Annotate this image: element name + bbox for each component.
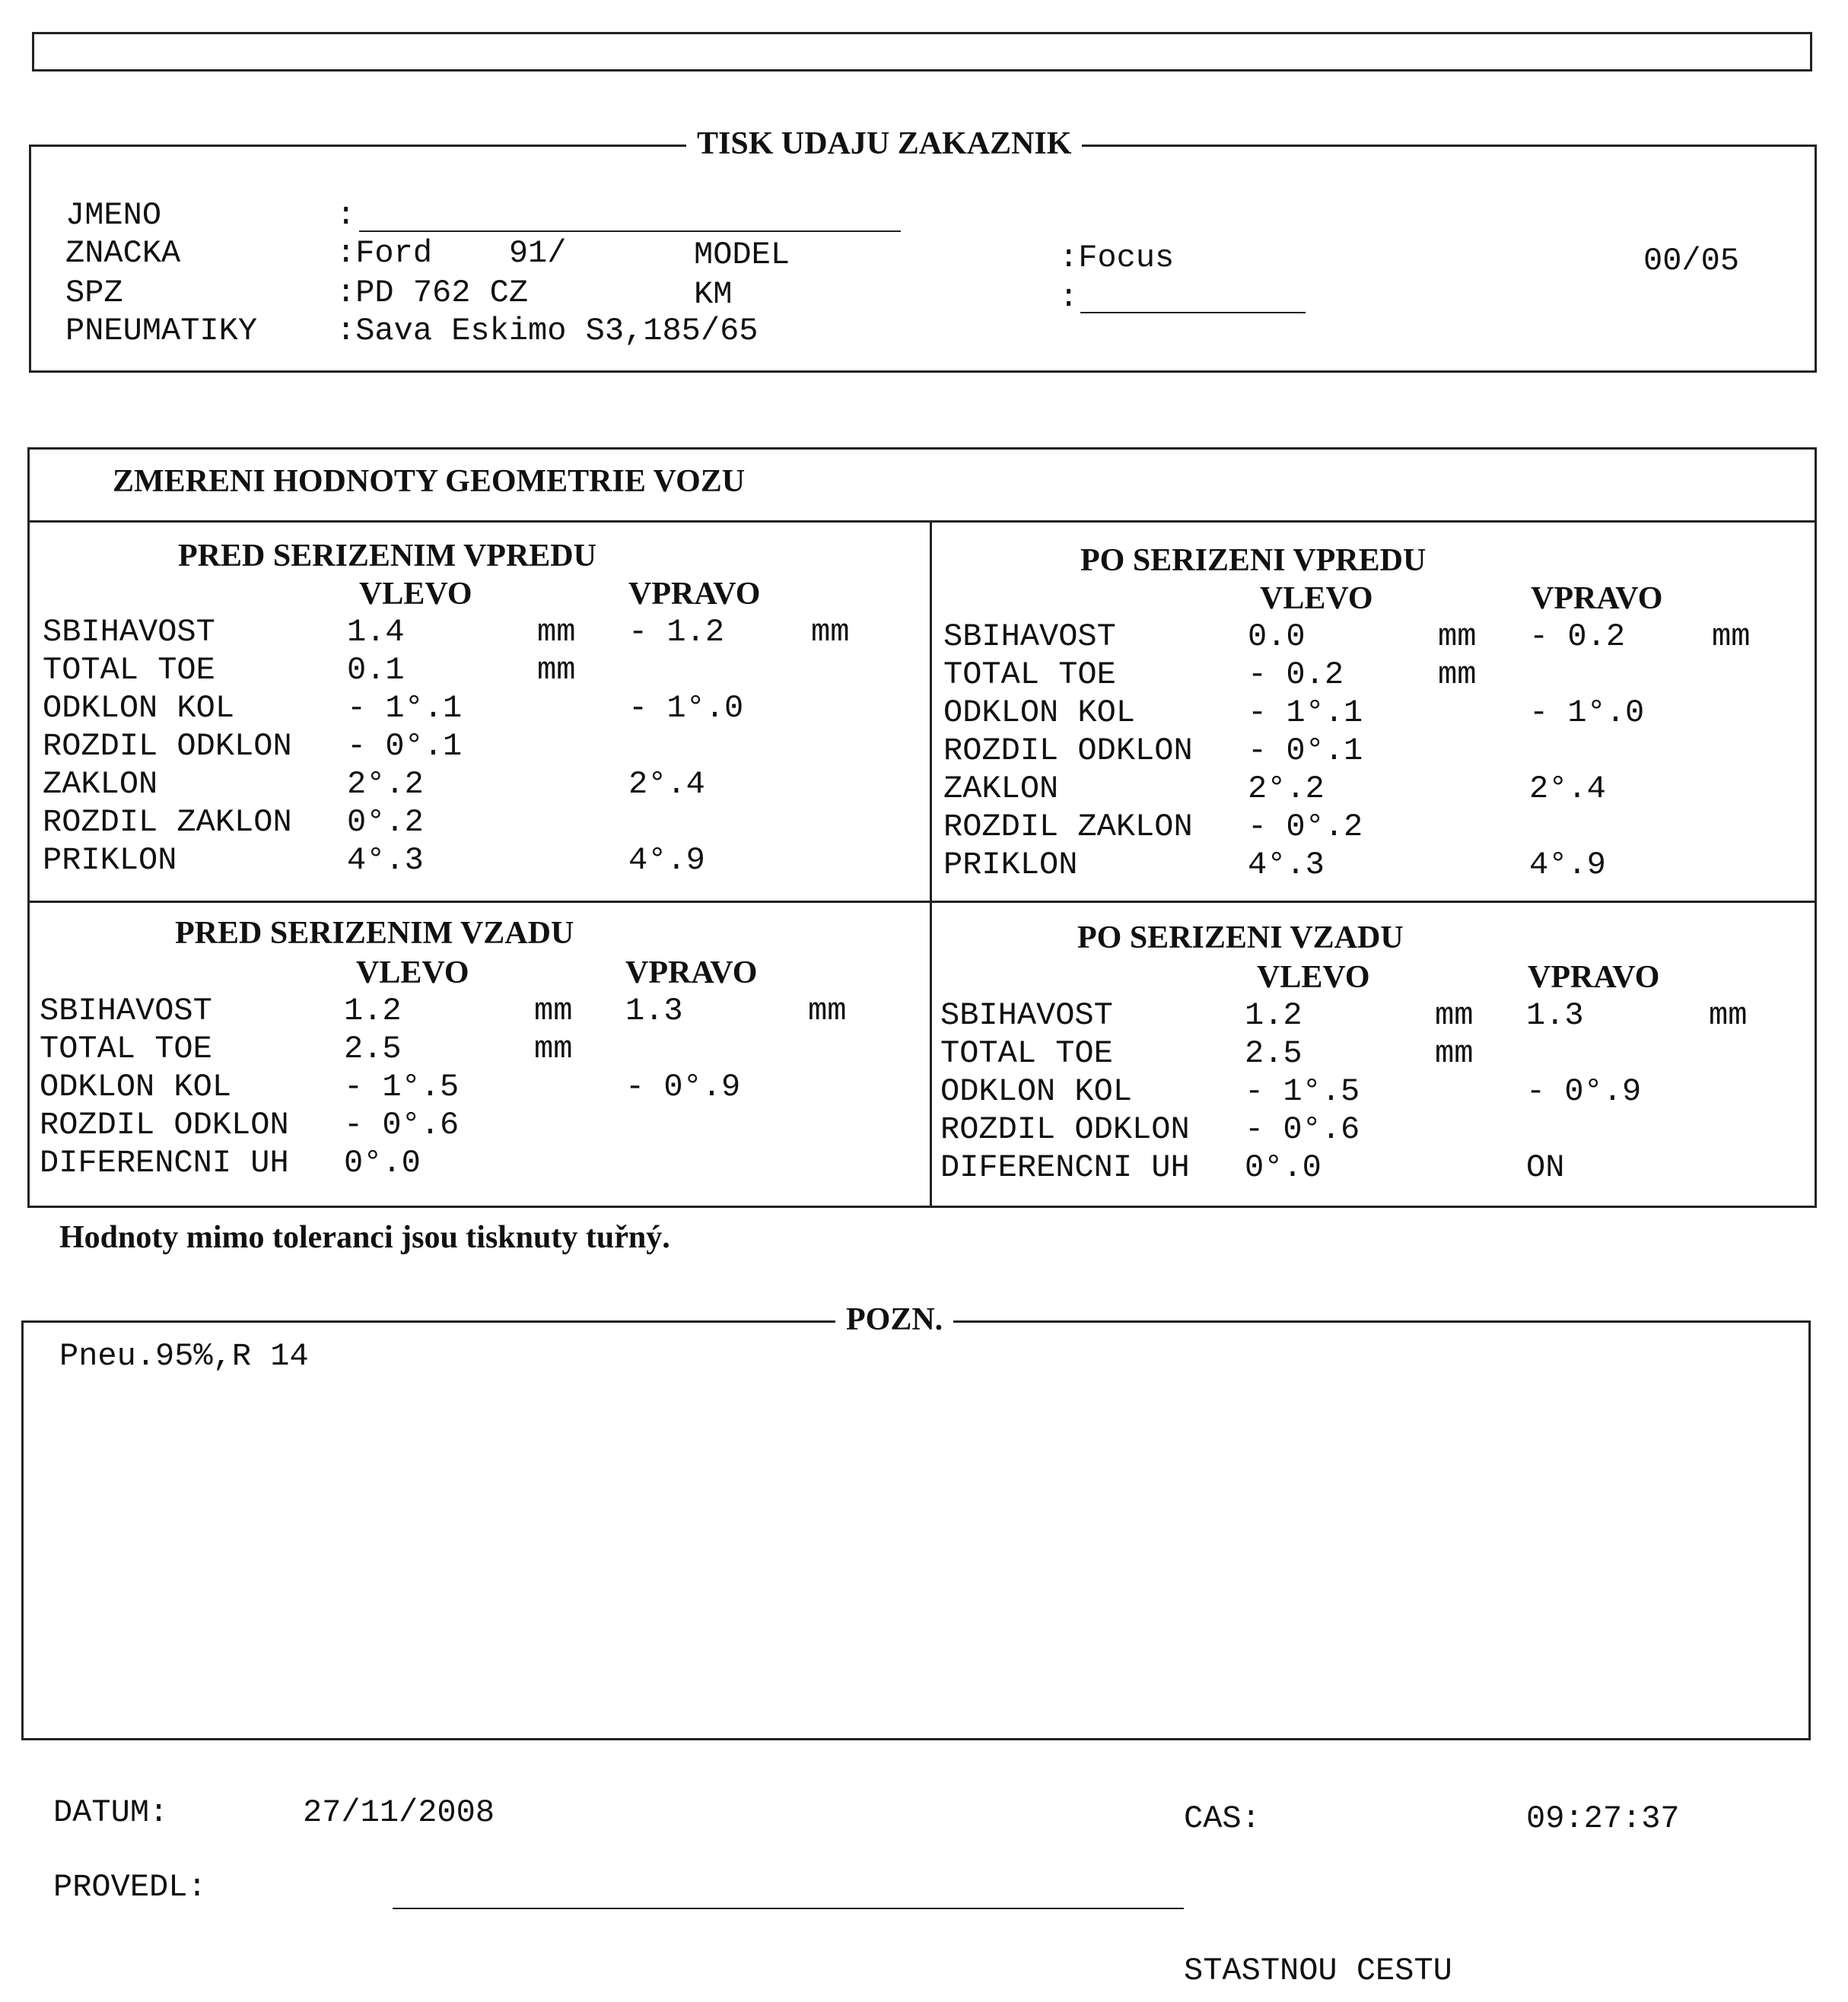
row-left-value: 0°.0 [1245, 1149, 1322, 1186]
rear-after-title: PO SERIZENI VZADU [1077, 920, 1404, 955]
row-left-value: - 0°.1 [347, 728, 463, 764]
row-right-unit: mm [1712, 618, 1751, 655]
row-left-value: - 0°.6 [1245, 1111, 1360, 1148]
row-label: ROZDIL ODKLON [940, 1111, 1190, 1148]
row-label: PRIKLON [943, 847, 1078, 883]
jmeno-value: : [336, 197, 356, 234]
row-label: TOTAL TOE [43, 652, 215, 688]
km-label: KM [694, 276, 733, 313]
row-left-value: 0.0 [1248, 618, 1306, 655]
datum-label: DATUM: [53, 1794, 169, 1831]
row-label: DIFERENCNI UH [40, 1145, 289, 1181]
row-left-value: - 1°.1 [1248, 694, 1363, 731]
znacka-value: :Ford 91/ [336, 235, 567, 272]
row-label: SBIHAVOST [940, 997, 1113, 1034]
spz-label: SPZ [65, 275, 123, 311]
row-left-unit: mm [537, 614, 576, 650]
front-after-col-left: VLEVO [1260, 581, 1373, 616]
row-label: ROZDIL ZAKLON [43, 804, 292, 841]
row-label: PRIKLON [43, 842, 177, 879]
front-after-title: PO SERIZENI VPREDU [1080, 543, 1427, 578]
pneu-value: :Sava Eskimo S3,185/65 [336, 313, 759, 349]
row-label: ODKLON KOL [40, 1069, 232, 1105]
row-left-unit: mm [1438, 618, 1477, 655]
geometry-title-divider [27, 520, 1817, 523]
row-left-unit: mm [537, 652, 576, 688]
customer-box [29, 145, 1817, 373]
row-right-value: 2°.4 [1529, 771, 1606, 807]
row-left-value: 2°.2 [1248, 771, 1325, 807]
front-after-col-right: VPRAVO [1531, 581, 1663, 616]
rear-after-col-left: VLEVO [1257, 960, 1370, 995]
provedl-signature-line [393, 1908, 1184, 1909]
row-right-unit: mm [1709, 997, 1748, 1034]
row-right-value: - 1.2 [628, 614, 725, 650]
row-label: SBIHAVOST [43, 614, 215, 650]
geometry-vertical-divider [930, 520, 932, 1208]
row-label: ODKLON KOL [43, 690, 235, 726]
km-underline [1080, 312, 1306, 313]
header-box [32, 32, 1812, 72]
front-before-col-left: VLEVO [359, 577, 472, 612]
row-label: ODKLON KOL [940, 1073, 1133, 1110]
row-label: ZAKLON [943, 771, 1059, 807]
row-left-value: 0.1 [347, 652, 405, 688]
row-label: TOTAL TOE [40, 1031, 212, 1067]
geometry-front-rear-divider [27, 901, 1817, 903]
row-label: SBIHAVOST [943, 618, 1116, 655]
km-value: : [1059, 279, 1079, 316]
row-right-unit: mm [808, 993, 847, 1029]
row-left-value: 1.2 [344, 993, 402, 1029]
row-label: ROZDIL ODKLON [40, 1107, 289, 1143]
row-right-value: 1.3 [1526, 997, 1584, 1034]
row-left-unit: mm [534, 993, 573, 1029]
model-label: MODEL [694, 237, 790, 273]
row-left-value: - 0°.1 [1248, 732, 1363, 769]
rear-before-col-left: VLEVO [356, 955, 469, 990]
row-left-value: - 0°.6 [344, 1107, 460, 1143]
row-right-unit: mm [811, 614, 850, 650]
row-right-value: - 0°.9 [1526, 1073, 1642, 1110]
farewell: STASTNOU CESTU [1184, 1953, 1452, 1989]
notes-legend: POZN. [835, 1304, 953, 1336]
row-label: ROZDIL ZAKLON [943, 809, 1193, 845]
row-left-unit: mm [1435, 997, 1474, 1034]
front-before-col-right: VPRAVO [628, 577, 761, 612]
front-before-title: PRED SERIZENIM VPREDU [178, 539, 596, 574]
row-label: ROZDIL ODKLON [43, 728, 292, 764]
cas-label: CAS: [1184, 1800, 1261, 1837]
geometry-title: ZMERENI HODNOTY GEOMETRIE VOZU [113, 464, 746, 499]
rear-before-col-right: VPRAVO [625, 955, 758, 990]
customer-legend: TISK UDAJU ZAKAZNIK [686, 128, 1082, 160]
row-left-value: 1.2 [1245, 997, 1303, 1034]
row-left-value: 2.5 [1245, 1035, 1303, 1072]
row-left-value: 2°.2 [347, 766, 424, 802]
row-label: ROZDIL ODKLON [943, 732, 1193, 769]
row-right-value: 4°.9 [628, 842, 705, 879]
rear-after-col-right: VPRAVO [1528, 960, 1660, 995]
row-left-unit: mm [1438, 656, 1477, 693]
spz-value: :PD 762 CZ [336, 275, 529, 311]
row-label: DIFERENCNI UH [940, 1149, 1190, 1186]
row-right-value: 4°.9 [1529, 847, 1606, 883]
row-label: TOTAL TOE [943, 656, 1116, 693]
row-label: SBIHAVOST [40, 993, 212, 1029]
row-right-value: - 0°.9 [625, 1069, 741, 1105]
row-label: ODKLON KOL [943, 694, 1136, 731]
znacka-label: ZNACKA [65, 235, 181, 272]
row-right-value: 1.3 [625, 993, 683, 1029]
row-left-value: 0°.0 [344, 1145, 421, 1181]
row-left-value: - 1°.5 [1245, 1073, 1360, 1110]
row-right-value: - 1°.0 [628, 690, 744, 726]
row-left-value: 4°.3 [347, 842, 424, 879]
datum-value: 27/11/2008 [303, 1794, 495, 1831]
jmeno-underline [359, 230, 901, 232]
row-label: TOTAL TOE [940, 1035, 1113, 1072]
row-left-value: 2.5 [344, 1031, 402, 1067]
row-left-unit: mm [1435, 1035, 1474, 1072]
row-left-value: 0°.2 [347, 804, 424, 841]
tolerance-note: Hodnoty mimo toleranci jsou tisknuty tuřný. [59, 1220, 670, 1255]
row-right-value: - 0.2 [1529, 618, 1626, 655]
notes-box [21, 1320, 1811, 1740]
cas-value: 09:27:37 [1526, 1800, 1680, 1837]
row-right-value: ON [1526, 1149, 1565, 1186]
rear-before-title: PRED SERIZENIM VZADU [175, 916, 574, 951]
notes-text: Pneu.95%,R 14 [59, 1338, 309, 1374]
model-code: 00/05 [1643, 243, 1740, 279]
row-left-value: - 0.2 [1248, 656, 1344, 693]
row-right-value: 2°.4 [628, 766, 705, 802]
row-left-unit: mm [534, 1031, 573, 1067]
row-left-value: - 1°.5 [344, 1069, 460, 1105]
provedl-label: PROVEDL: [53, 1869, 207, 1905]
pneu-label: PNEUMATIKY [65, 313, 258, 349]
row-left-value: 4°.3 [1248, 847, 1325, 883]
row-left-value: - 0°.2 [1248, 809, 1363, 845]
jmeno-label: JMENO [65, 197, 162, 234]
model-value: :Focus [1059, 240, 1175, 276]
row-label: ZAKLON [43, 766, 158, 802]
row-left-value: - 1°.1 [347, 690, 463, 726]
row-left-value: 1.4 [347, 614, 405, 650]
row-right-value: - 1°.0 [1529, 694, 1645, 731]
